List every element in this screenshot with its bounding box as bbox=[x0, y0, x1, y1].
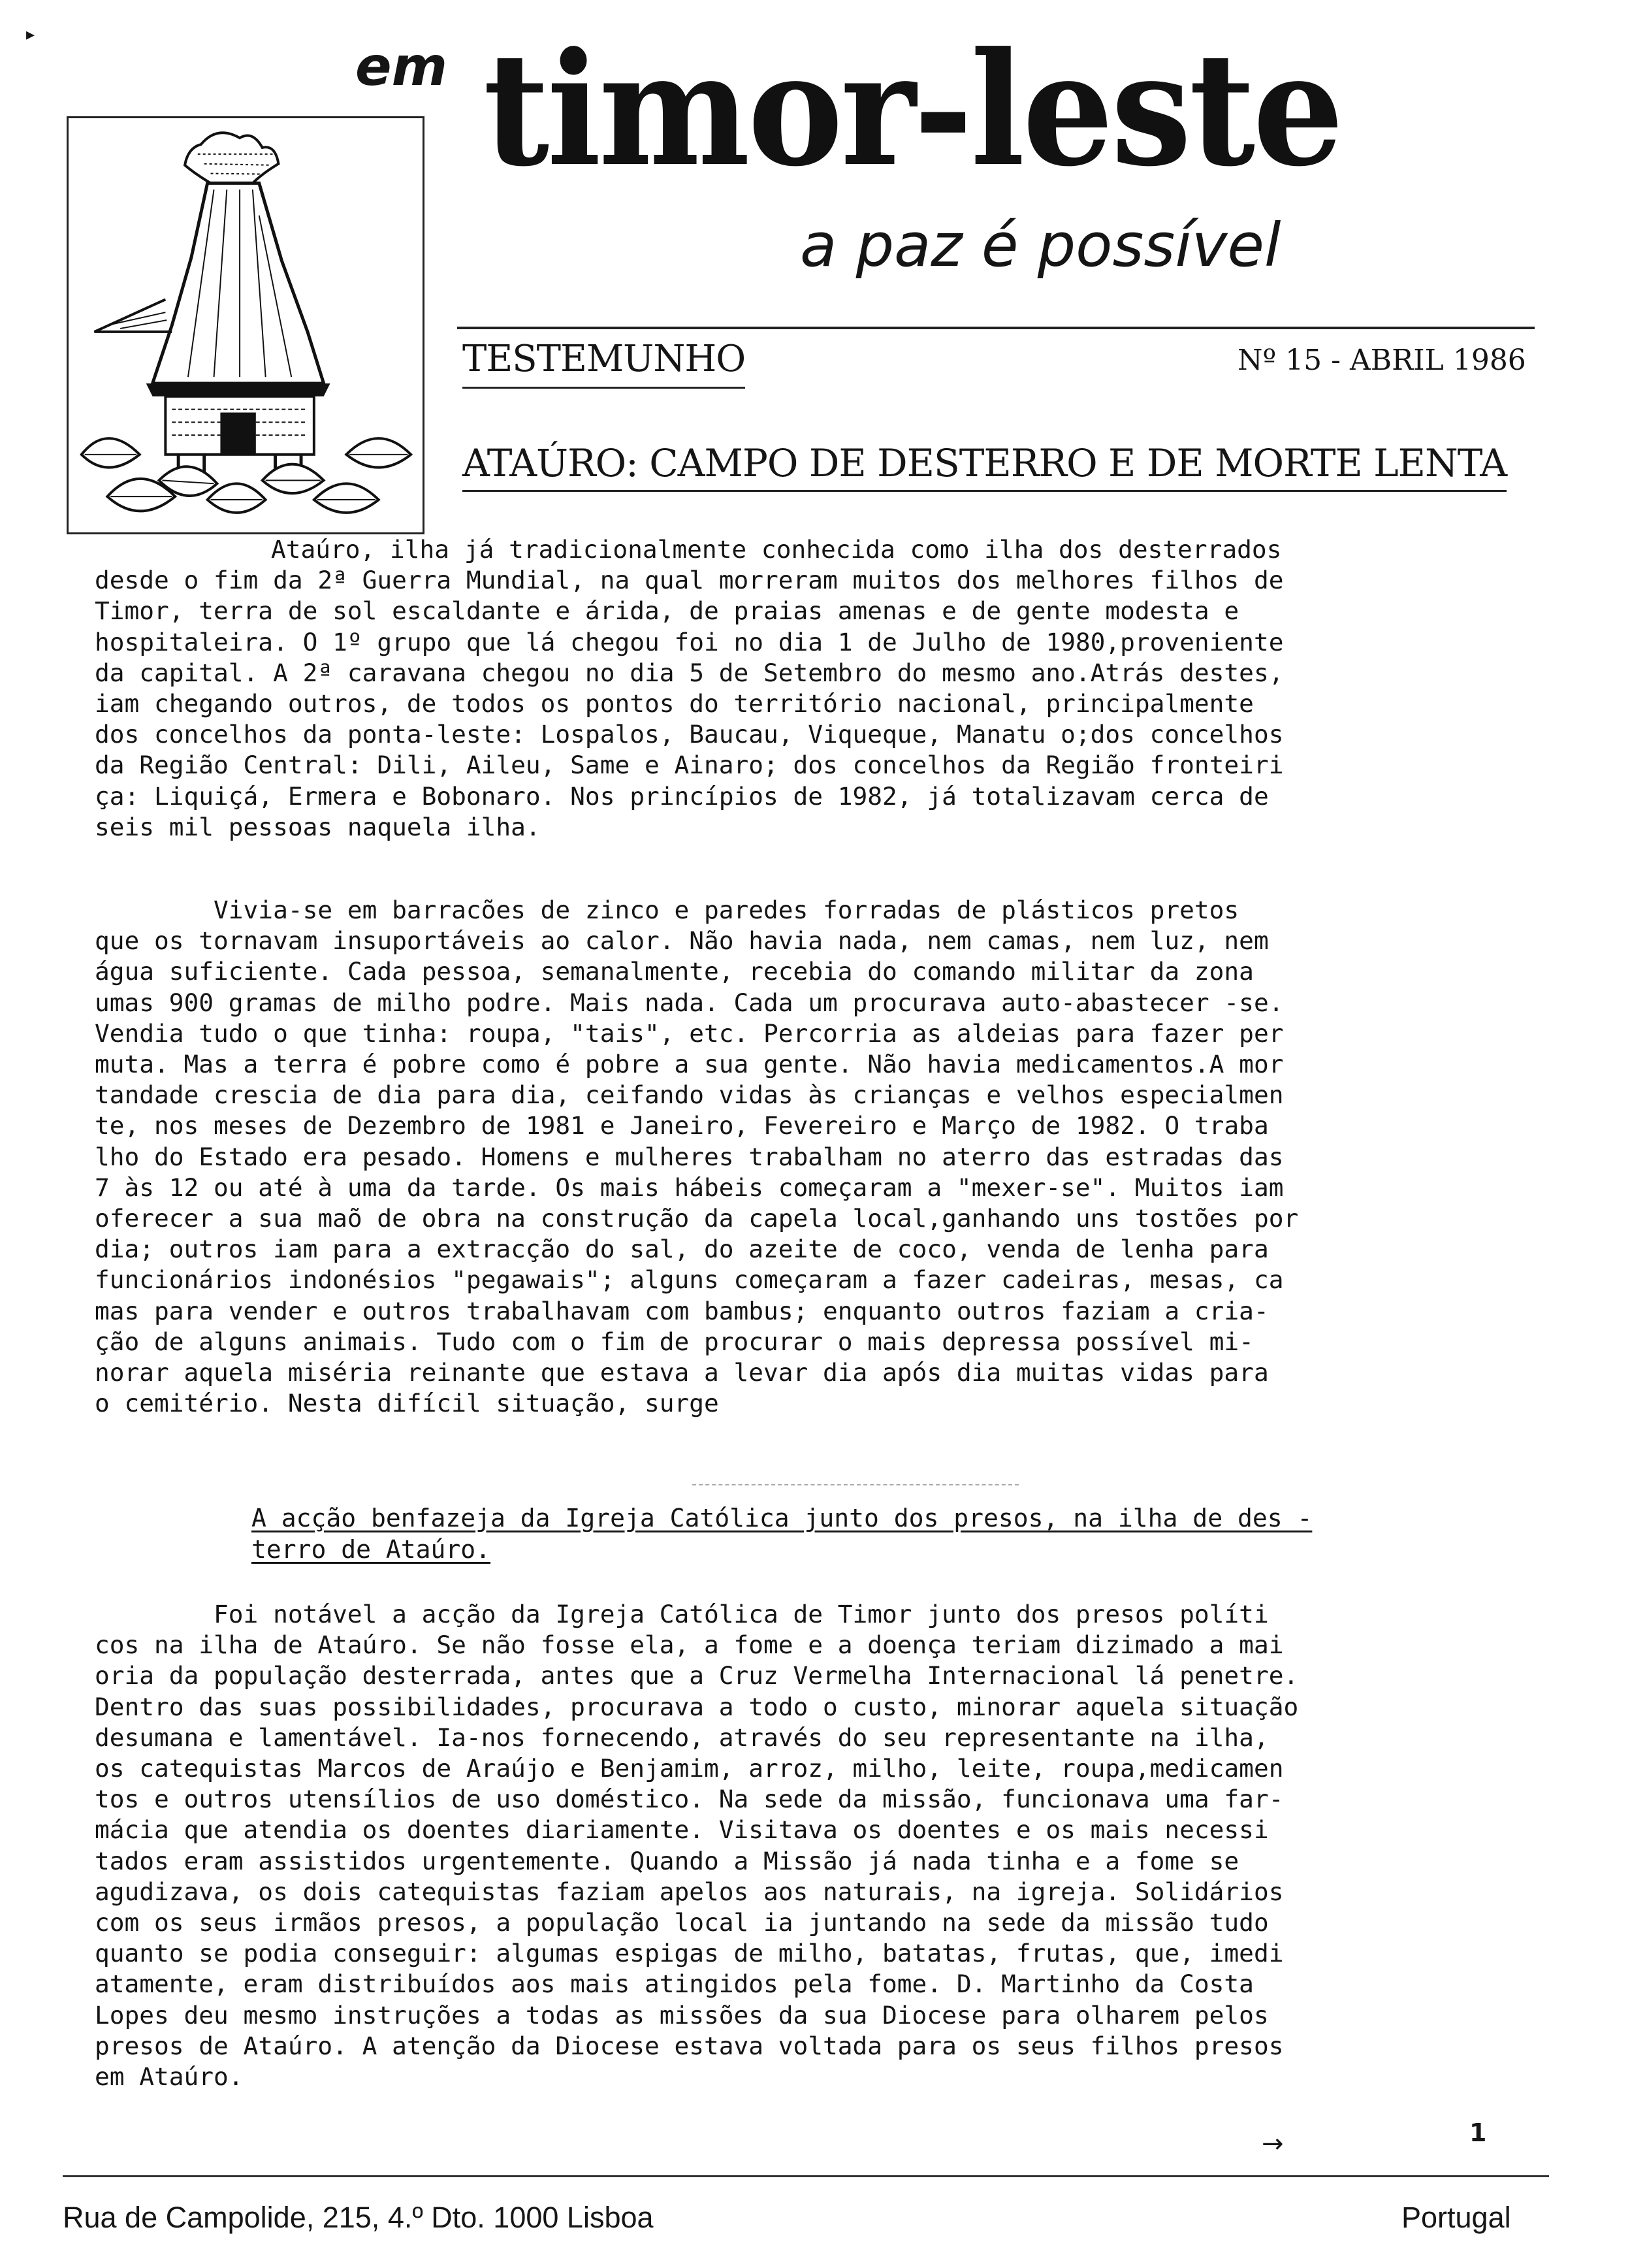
masthead-divider bbox=[457, 327, 1535, 329]
text-line: oferecer a sua maõ de obra na construção da capela local,ganhando uns tostões por bbox=[95, 1204, 1299, 1233]
text-line: ça: Liquiçá, Ermera e Bobonaro. Nos princípios de 1982, já totalizavam cerca de bbox=[95, 781, 1269, 811]
text-line: tados eram assistidos urgentemente. Quando a Missão já nada tinha e a fome se bbox=[95, 1846, 1239, 1875]
text-line: lho do Estado era pesado. Homens e mulheres trabalham no aterro das estradas das bbox=[95, 1142, 1284, 1171]
text-line: tos e outros utensílios de uso doméstico. Na sede da missão, funcionava uma far- bbox=[95, 1785, 1284, 1814]
subheading-line: terro de Ataúro. bbox=[251, 1535, 491, 1564]
section-separator bbox=[692, 1484, 1019, 1485]
text-line: iam chegando outros, de todos os pontos do território nacional, principalmente bbox=[95, 689, 1254, 719]
text-line: atamente, eram distribuídos aos mais atingidos pela fome. D. Martinho da Costa bbox=[95, 1969, 1254, 1999]
text-line: Vivia-se em barracões de zinco e paredes forradas de plásticos pretos bbox=[95, 896, 1239, 924]
masthead-logo bbox=[67, 116, 424, 534]
footer-address: Rua de Campolide, 215, 4.º Dto. 1000 Lisboa bbox=[63, 2201, 654, 2234]
paragraph-2 bbox=[95, 895, 1512, 1419]
text-line: 7 às 12 ou até à uma da tarde. Os mais hábeis começaram a "mexer-se". Muitos iam bbox=[95, 1173, 1284, 1202]
text-line: te, nos meses de Dezembro de 1981 e Janeiro, Fevereiro e Março de 1982. O traba bbox=[95, 1111, 1269, 1141]
masthead-prefix: em bbox=[355, 36, 448, 98]
text-line: com os seus irmãos presos, a população local ia juntando na sede da missão tudo bbox=[95, 1908, 1269, 1937]
text-line: muta. Mas a terra é pobre como é pobre a sua gente. Não havia medicamentos.A mor bbox=[95, 1050, 1284, 1079]
text-line: o cemitério. Nesta difícil situação, surge bbox=[95, 1389, 719, 1418]
text-line: Dentro das suas possibilidades, procurava a todo o custo, minorar aquela situação bbox=[95, 1692, 1299, 1721]
text-line: Lopes deu mesmo instruções a todas as missões da sua Diocese para olharem pelos bbox=[95, 2000, 1269, 2030]
footer-country: Portugal bbox=[1401, 2201, 1511, 2234]
footer-divider bbox=[63, 2175, 1549, 2177]
page-number: 1 bbox=[1469, 2118, 1487, 2147]
paragraph-3 bbox=[95, 1599, 1512, 2092]
text-line: dia; outros iam para a extracção do sal, do azeite de coco, venda de lenha para bbox=[95, 1235, 1269, 1264]
text-line: Timor, terra de sol escaldante e árida, de praias amenas e de gente modesta e bbox=[95, 596, 1239, 626]
text-line: agudizava, os dois catequistas faziam apelos aos naturais, na igreja. Solidários bbox=[95, 1877, 1284, 1906]
text-line: cos na ilha de Ataúro. Se não fosse ela, a fome e a doença teriam dizimado a mai bbox=[95, 1630, 1284, 1660]
text-line: em Ataúro. bbox=[95, 2062, 244, 2092]
text-line: que os tornavam insuportáveis ao calor. Não havia nada, nem camas, nem luz, nem bbox=[95, 926, 1269, 956]
article-headline: ATAÚRO: CAMPO DE DESTERRO E DE MORTE LENTA bbox=[462, 444, 1507, 492]
text-line: desde o fim da 2ª Guerra Mundial, na qual morreram muitos dos melhores filhos de bbox=[95, 566, 1284, 595]
section-label: TESTEMUNHO bbox=[462, 341, 745, 389]
article-subheading bbox=[251, 1502, 1509, 1565]
text-line: dos concelhos da ponta-leste: Lospalos, Baucau, Viqueque, Manatu o;dos concelhos bbox=[95, 720, 1284, 749]
paragraph-1 bbox=[95, 534, 1512, 843]
text-line: funcionários indonésios "pegawais"; alguns começaram a fazer cadeiras, mesas, ca bbox=[95, 1265, 1284, 1295]
text-line: seis mil pessoas naquela ilha. bbox=[95, 812, 541, 841]
text-line: mácia que atendia os doentes diariamente. Visitava os doentes e os mais necessi bbox=[95, 1815, 1269, 1845]
corner-mark: ▸ bbox=[26, 25, 35, 44]
text-line: da capital. A 2ª caravana chegou no dia 5 de Setembro do mesmo ano.Atrás destes, bbox=[95, 658, 1284, 687]
text-line: presos de Ataúro. A atenção da Diocese estava voltada para os seus filhos presos bbox=[95, 2031, 1284, 2060]
text-line: da Região Central: Dili, Aileu, Same e Ainaro; dos concelhos da Região fronteiri bbox=[95, 751, 1284, 780]
text-line: desumana e lamentável. Ia-nos fornecendo, através do seu representante na ilha, bbox=[95, 1723, 1269, 1752]
sacred-house-icon bbox=[69, 118, 423, 532]
text-line: quanto se podia conseguir: algumas espigas de milho, batatas, frutas, que, imedi bbox=[95, 1939, 1284, 1968]
text-line: Vendia tudo o que tinha: roupa, "tais", etc. Percorria as aldeias para fazer per bbox=[95, 1018, 1284, 1048]
masthead-slogan: a paz é possível bbox=[800, 210, 1281, 280]
continue-arrow-icon: → bbox=[1262, 2129, 1284, 2159]
text-line: água suficiente. Cada pessoa, semanalmente, recebia do comando militar da zona bbox=[95, 957, 1254, 986]
text-line: tandade crescia de dia para dia, ceifando vidas às crianças e velhos especialmen bbox=[95, 1080, 1284, 1110]
text-line: umas 900 gramas de milho podre. Mais nada. Cada um procurava auto-abastecer -se. bbox=[95, 988, 1284, 1017]
text-line: oria da população desterrada, antes que a Cruz Vermelha Internacional lá penetre. bbox=[95, 1661, 1299, 1691]
text-line: ção de alguns animais. Tudo com o fim de procurar o mais depressa possível mi- bbox=[95, 1327, 1254, 1356]
text-line: hospitaleira. O 1º grupo que lá chegou foi no dia 1 de Julho de 1980,proveniente bbox=[95, 627, 1284, 656]
masthead-title: timor-leste bbox=[483, 19, 1342, 201]
issue-number-date: Nº 15 - ABRIL 1986 bbox=[1238, 344, 1526, 377]
text-line: os catequistas Marcos de Araújo e Benjamim, arroz, milho, leite, roupa,medicamen bbox=[95, 1754, 1284, 1783]
text-line: norar aquela miséria reinante que estava a levar dia após dia muitas vidas para bbox=[95, 1358, 1269, 1387]
subheading-line: A acção benfazeja da Igreja Católica junto dos presos, na ilha de des - bbox=[251, 1504, 1313, 1532]
text-line: Ataúro, ilha já tradicionalmente conhecida como ilha dos desterrados bbox=[271, 535, 1282, 564]
text-line: mas para vender e outros trabalhavam com bambus; enquanto outros faziam a cria- bbox=[95, 1296, 1269, 1325]
text-line: Foi notável a acção da Igreja Católica de Timor junto dos presos políti bbox=[95, 1600, 1269, 1628]
